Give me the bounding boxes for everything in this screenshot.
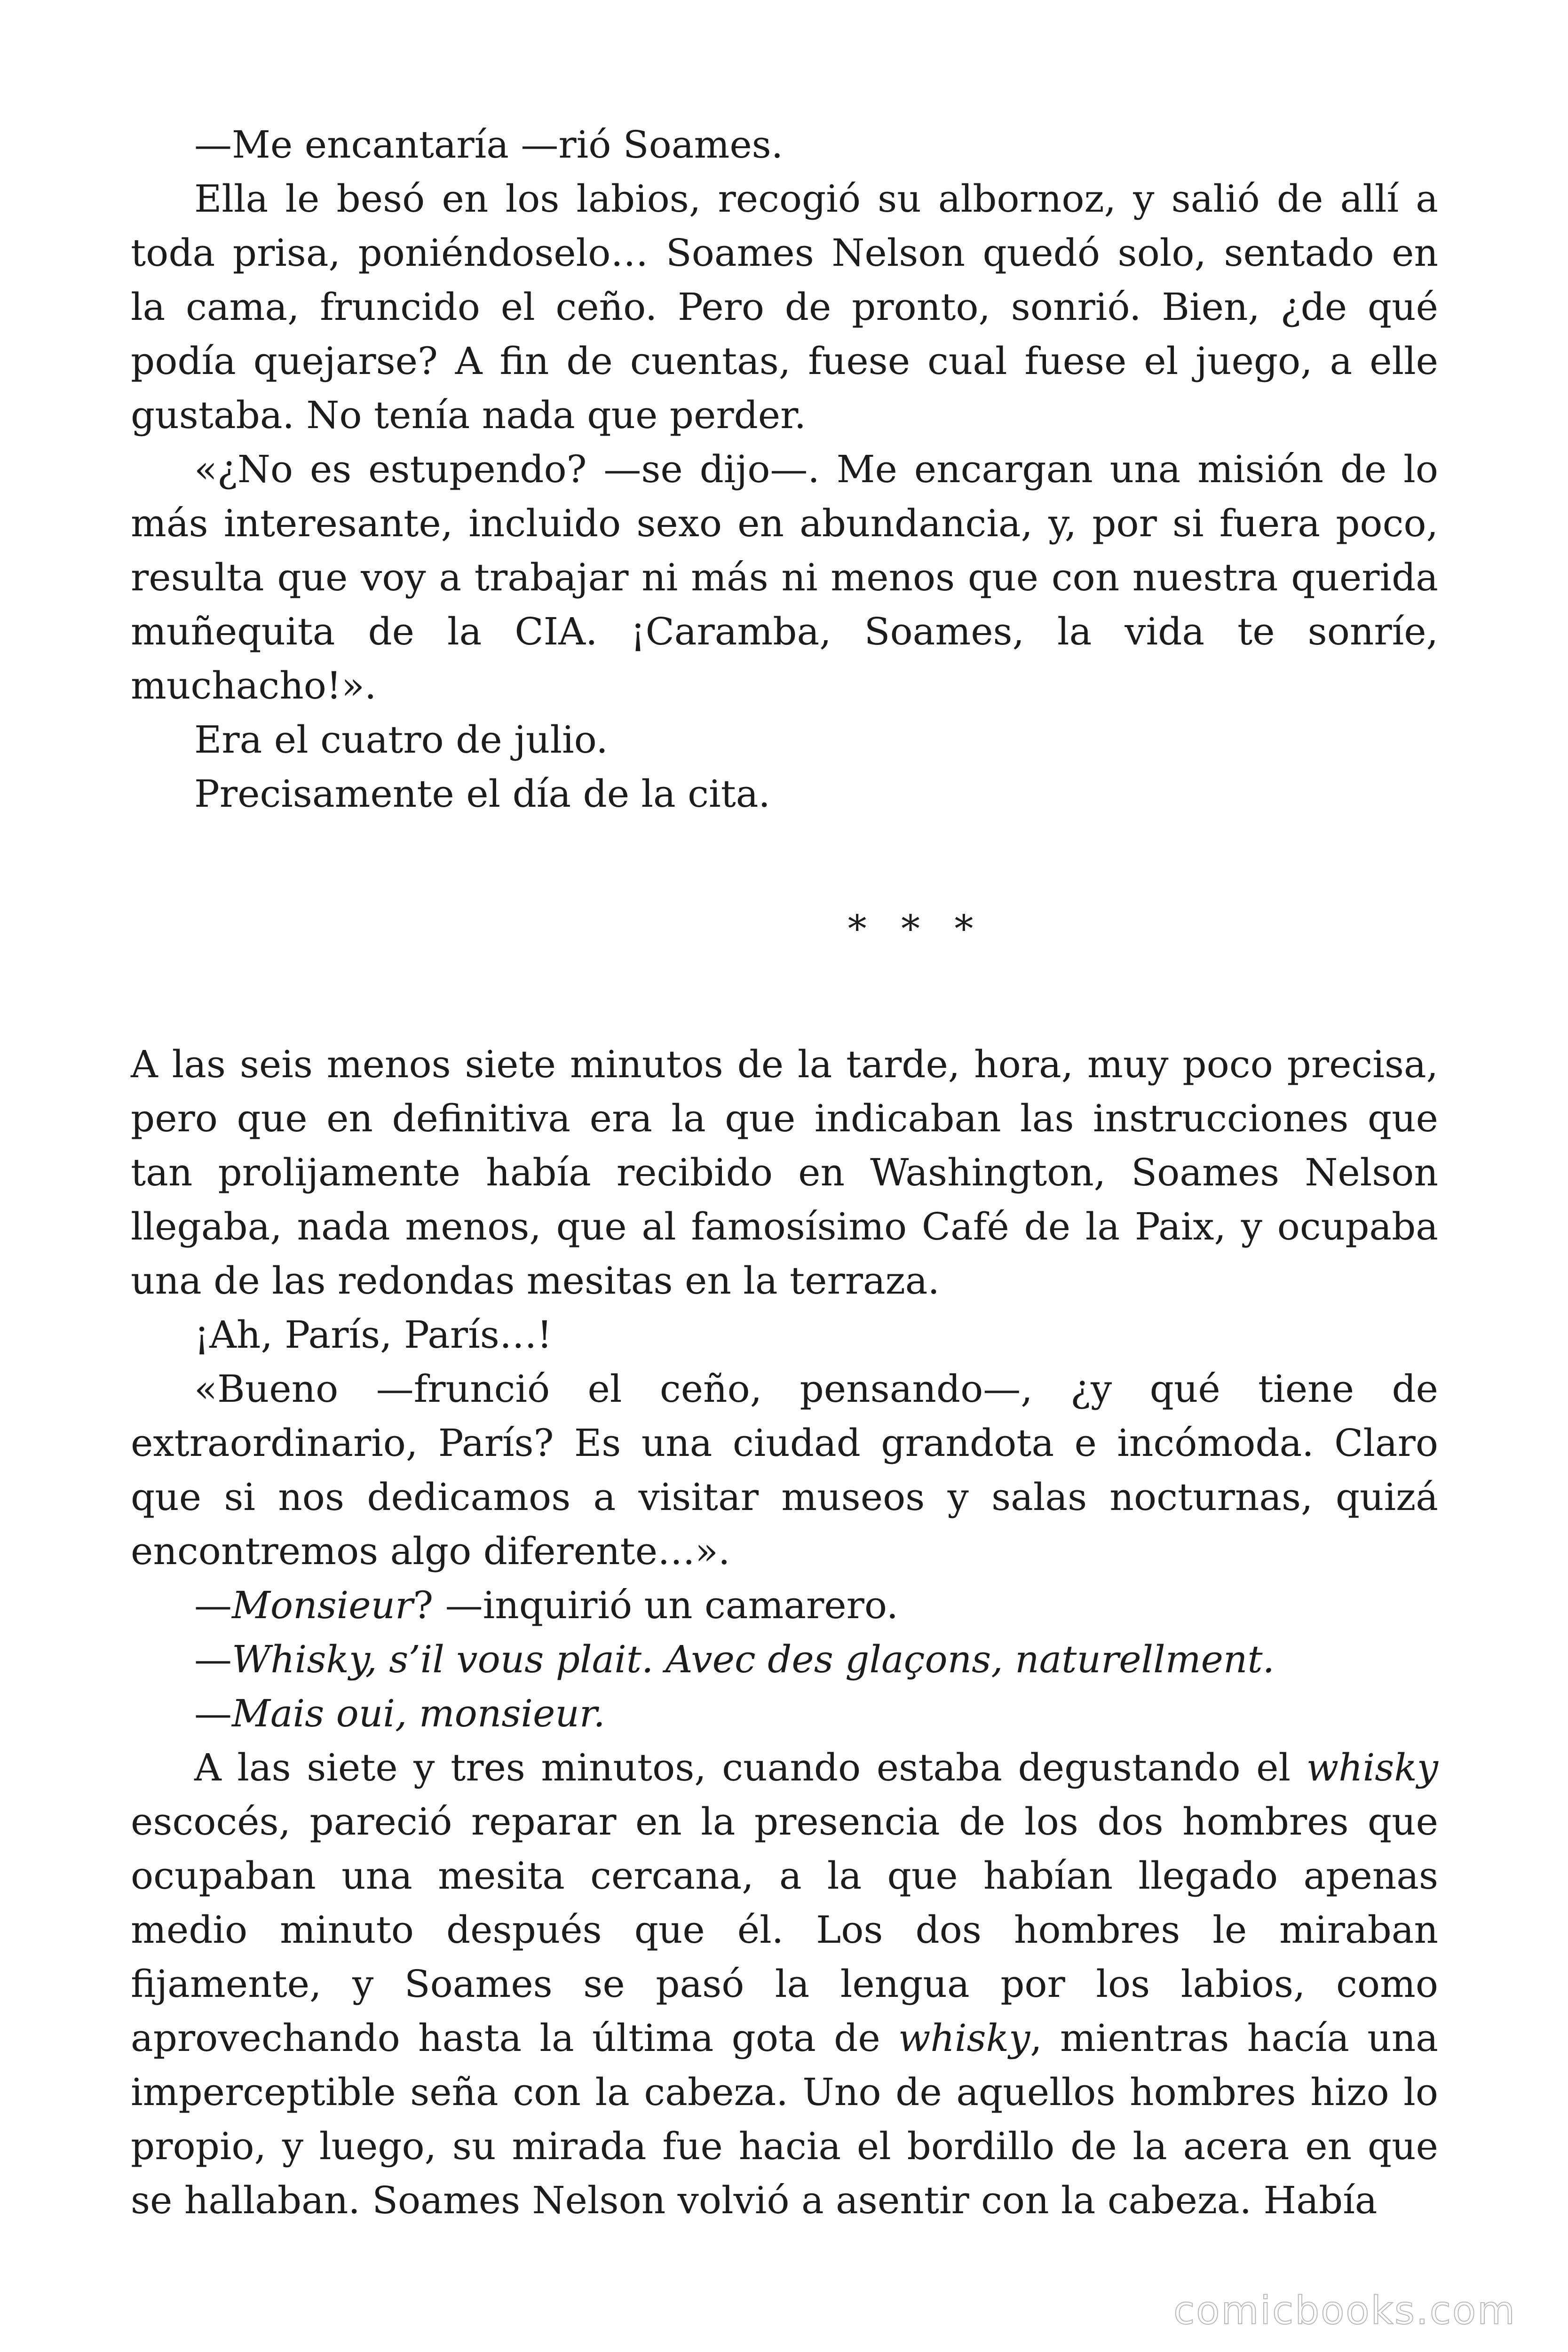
dialogue-paragraph: —Me encantaría —rió Soames.	[194, 123, 784, 167]
scene-separator: * * *	[847, 907, 985, 951]
italic-word: whisky	[898, 2016, 1030, 2060]
paragraph: Era el cuatro de julio.	[194, 718, 608, 762]
paragraph: ¡Ah, París, París…!	[194, 1313, 552, 1357]
dialogue-paragraph: —Mais oui, monsieur.	[194, 1692, 605, 1735]
paragraph: «¿No es estupendo? —se dijo—. Me encargan una misión de lo más interesante, incluido sexo en abundancia, y, por si fuera poco, resulta que voy a trabajar ni más ni menos que con nuestra querida muñequita de la CIA. ¡Caramba, Soames, la vida te sonríe, muchacho!».	[131, 447, 1438, 707]
dialogue-paragraph: —Monsieur? —inquirió un camarero.	[194, 1583, 899, 1627]
paragraph: A las siete y tres minutos, cuando estaba degustando el whisky escocés, pareció reparar en la presencia de los dos hombres que ocupaban una mesita cercana, a la que habían llegado apenas medio minuto después que él. Los dos hombres le miraban fijamente, y Soames se pasó la lengua por los labios, como aprovechando hasta la última gota de whisky, mientras hacía una imperceptible seña con la cabeza. Uno de aquellos hombres hizo lo propio, y luego, su mirada fue hacia el bordillo de la acera en que se hallaban. Soames Nelson volvió a asentir con la cabeza. Había	[131, 1746, 1439, 2222]
paragraph: «Bueno —frunció el ceño, pensando—, ¿y qué tiene de extraordinario, París? Es una ciudad grandota e incómoda. Claro que si nos dedicamos a visitar museos y salas nocturnas, quizá encontremos algo diferente…».	[131, 1367, 1438, 1573]
section-lead-paragraph: A las seis menos siete minutos de la tarde, hora, muy poco precisa, pero que en definitiva era la que indicaban las instrucciones que tan prolijamente había recibido en Washington, Soames Nelson llegaba, nada menos, que al famosísimo Café de la Paix, y ocupaba una de las redondas mesitas en la terraza.	[131, 1042, 1438, 1303]
italic-word: whisky	[1306, 1746, 1438, 1789]
italic-foreign-phrase: Whisky, s’il vous plait. Avec des glaçons, naturellment.	[232, 1637, 1275, 1681]
italic-foreign-phrase: Mais oui, monsieur.	[232, 1692, 605, 1735]
page-body	[131, 118, 1438, 2227]
dialogue-paragraph: —Whisky, s’il vous plait. Avec des glaçons, naturellment.	[194, 1637, 1275, 1681]
paragraph: Ella le besó en los labios, recogió su albornoz, y salió de allí a toda prisa, poniéndoselo… Soames Nelson quedó solo, sentado en la cama, fruncido el ceño. Pero de pronto, sonrió. Bien, ¿de qué podía quejarse? A fin de cuentas, fuese cual fuese el juego, a elle gustaba. No tenía nada que perder.	[131, 177, 1438, 437]
watermark-logo: comicbooks.com	[1173, 2288, 1516, 2333]
paragraph: Precisamente el día de la cita.	[194, 772, 770, 816]
italic-foreign-word: Monsieur	[232, 1583, 413, 1627]
